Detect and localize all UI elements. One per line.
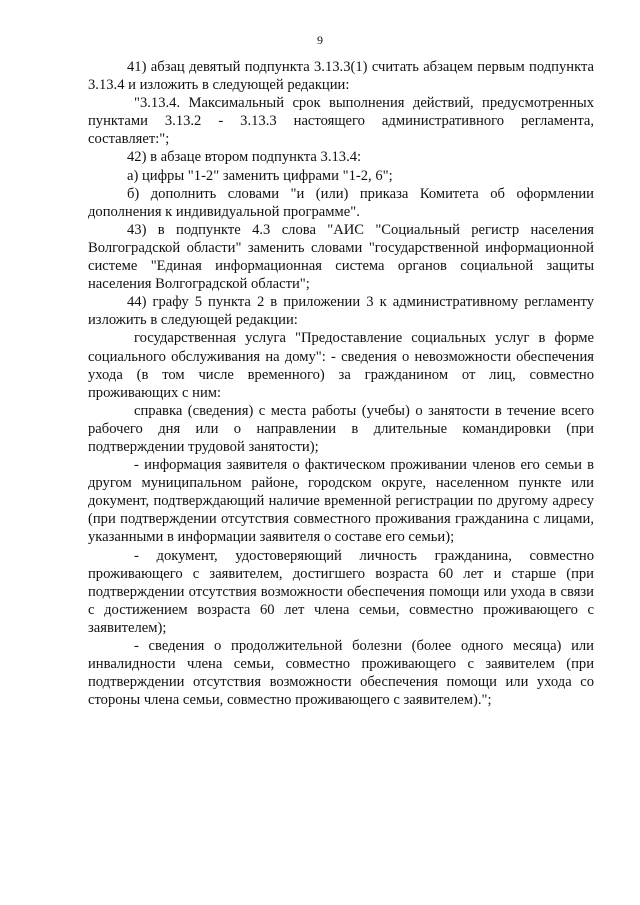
- page-number: 9: [317, 33, 323, 47]
- paragraph-42: 42) в абзаце втором подпункта 3.13.4:: [127, 149, 362, 166]
- paragraph-42-b: б) дополнить словами "и (или) приказа Комитета об оформлении дополнения к индивидуальной программе".: [88, 185, 594, 220]
- paragraph-44: 44) графу 5 пункта 2 в приложении 3 к административному регламенту изложить в следующей редакции:: [88, 294, 594, 329]
- paragraph-43: 43) в подпункте 4.3 слова "АИС "Социальный регистр населения Волгоградской области" заменить словами "государственной информационной системе "Единая информационная система органов социальной защиты населения Волгоградской области";: [88, 221, 594, 293]
- paragraph-41: 41) абзац девятый подпункта 3.13.3(1) считать абзацем первым подпункта 3.13.4 и изложить в следующей редакции:: [88, 59, 594, 94]
- paragraph-work-certificate: справка (сведения) с места работы (учебы) о занятости в течение всего рабочего дня или о направлении в длительные командировки (при подтверждении трудовой занятости);: [88, 402, 594, 455]
- paragraph-42-a: а) цифры "1-2" заменить цифрами "1-2, 6";: [127, 167, 393, 184]
- document-body: [88, 58, 594, 709]
- paragraph-illness-info: - сведения о продолжительной болезни (более одного месяца) или инвалидности члена семьи, совместно проживающего с заявителем (при подтверждении отсутствия возможности обеспечения помощи или ухода со стороны члена семьи, совместно проживающего с заявителем).";: [88, 638, 594, 709]
- paragraph-identity-document: - документ, удостоверяющий личность гражданина, совместно проживающего с заявителем, достигшего возраста 60 лет и старше (при подтверждении отсутствия возможности обеспечения помощи или ухода в связи с достижением возраста 60 лет члена семьи, совместно проживающего с заявителем);: [88, 547, 594, 636]
- paragraph-quote-3-13-4: "3.13.4. Максимальный срок выполнения действий, предусмотренных пунктами 3.13.2 - 3.13.3 настоящего административного регламента, составляет:";: [88, 95, 594, 148]
- paragraph-residence-info: - информация заявителя о фактическом проживании членов его семьи в другом муниципальном районе, городском округе, населенном пункте или документ, подтверждающий наличие временной регистрации по другому адресу (при подтверждении отсутствия совместного проживания гражданина с лицами, указанными в информации заявителя о составе его семьи);: [88, 457, 594, 546]
- paragraph-service-info: государственная услуга "Предоставление социальных услуг в форме социального обслуживания на дому": - сведения о невозможности обеспечения ухода (в том числе временного) за гражданином от лиц, совместно проживающих с ним:: [88, 330, 594, 401]
